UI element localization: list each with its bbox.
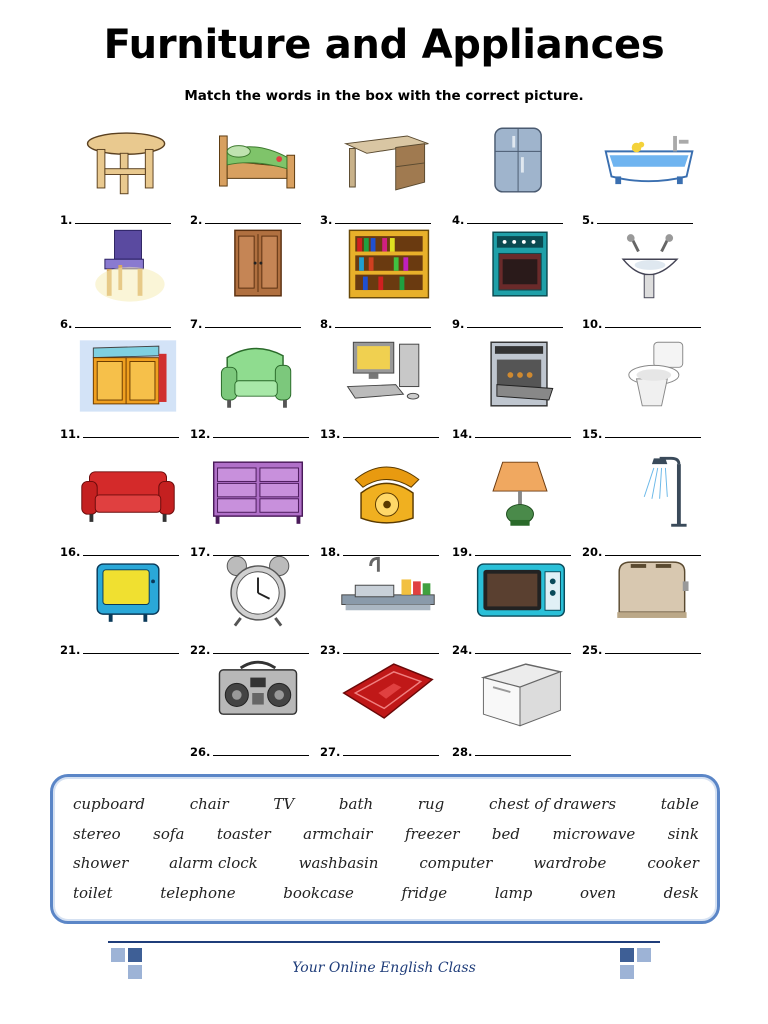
word-option: microwave [552,825,636,843]
sofa-icon [76,454,180,532]
word-option: lamp [494,884,533,902]
word-option: telephone [160,884,236,902]
word-option: oven [579,884,617,902]
word-option: wardrobe [533,854,607,872]
answer-label [452,317,563,331]
word-row [73,884,699,902]
item-number: 23. [320,643,341,657]
item-number: 17. [190,545,211,559]
answer-blank[interactable] [343,644,439,654]
item-number: 24. [452,643,473,657]
freezer-icon [468,654,572,732]
word-option: alarm clock [169,854,258,872]
answer-label [582,643,701,657]
wardrobe-icon [206,226,310,304]
chair-icon [76,226,180,304]
answer-label [190,427,309,441]
answer-blank[interactable] [343,428,439,438]
answer-label [452,745,571,759]
cooker-icon [468,226,572,304]
answer-blank[interactable] [467,214,563,224]
answer-label [582,213,693,227]
item-number: 28. [452,745,473,759]
item-number: 6. [60,317,73,331]
item-number: 5. [582,213,595,227]
answer-blank[interactable] [343,746,439,756]
item-number: 20. [582,545,603,559]
word-row [73,795,699,813]
sink-icon [336,552,440,630]
word-option: stereo [73,825,121,843]
word-option: sofa [153,825,185,843]
desk-icon [336,122,440,200]
picture-item [60,454,188,559]
word-option: armchair [303,825,373,843]
instructions: Match the words in the box with the correct picture. [184,88,584,104]
answer-label [320,213,431,227]
item-number: 18. [320,545,341,559]
answer-blank[interactable] [467,318,563,328]
item-number: 1. [60,213,73,227]
picture-item [582,336,710,441]
word-option: toilet [73,884,113,902]
answer-blank[interactable] [75,318,171,328]
picture-item [60,336,188,441]
answer-label [60,427,179,441]
footer-text: Your Online English Class [292,960,476,976]
word-option: desk [663,884,699,902]
item-number: 4. [452,213,465,227]
word-option: rug [417,795,445,813]
picture-item [190,654,318,759]
picture-item [452,454,580,559]
item-number: 27. [320,745,341,759]
shower-icon [598,454,702,532]
picture-item [320,122,448,227]
answer-blank[interactable] [213,746,309,756]
footer-squares-left-icon [111,948,151,982]
cupboard-icon [76,336,180,414]
picture-item [190,122,318,227]
chest-of-drawers-icon [206,454,310,532]
word-option: bed [491,825,520,843]
item-number: 8. [320,317,333,331]
page-title: Furniture and Appliances [103,22,665,68]
item-number: 22. [190,643,211,657]
item-number: 3. [320,213,333,227]
picture-item [320,654,448,759]
word-option: TV [273,795,295,813]
word-option: computer [419,854,493,872]
footer-divider [108,941,660,943]
answer-label [190,745,309,759]
item-number: 15. [582,427,603,441]
computer-icon [336,336,440,414]
word-option: chest of drawers [488,795,617,813]
footer-squares-right-icon [620,948,660,982]
word-option: washbasin [298,854,379,872]
word-option: fridge [401,884,448,902]
toilet-icon [598,336,702,414]
word-box [50,774,720,924]
answer-blank[interactable] [605,644,701,654]
answer-blank[interactable] [213,644,309,654]
answer-blank[interactable] [475,644,571,654]
item-number: 13. [320,427,341,441]
picture-item [320,226,448,331]
bookcase-icon [336,226,440,304]
table-icon [76,122,180,200]
answer-blank[interactable] [597,214,693,224]
tv-icon [76,552,180,630]
oven-icon [468,336,572,414]
item-number: 19. [452,545,473,559]
answer-label [190,317,301,331]
item-number: 7. [190,317,203,331]
picture-item [320,454,448,559]
word-row [73,854,699,872]
answer-blank[interactable] [475,428,571,438]
item-number: 12. [190,427,211,441]
armchair-icon [206,336,310,414]
item-number: 26. [190,745,211,759]
answer-label [452,213,563,227]
word-row [73,825,699,843]
answer-label [190,213,301,227]
picture-item [452,654,580,759]
microwave-icon [468,552,572,630]
answer-blank[interactable] [335,214,431,224]
answer-blank[interactable] [75,214,171,224]
word-option: table [660,795,699,813]
picture-item [190,454,318,559]
lamp-icon [468,454,572,532]
answer-label [582,427,701,441]
item-number: 10. [582,317,603,331]
answer-blank[interactable] [213,428,309,438]
rug-icon [336,654,440,732]
item-number: 14. [452,427,473,441]
answer-blank[interactable] [83,428,179,438]
word-option: freezer [404,825,460,843]
answer-blank[interactable] [605,318,701,328]
picture-item [582,122,710,227]
answer-label [60,643,179,657]
word-option: cooker [647,854,699,872]
item-number: 11. [60,427,81,441]
washbasin-icon [598,226,702,304]
picture-item [582,226,710,331]
word-option: bath [338,795,374,813]
answer-blank[interactable] [605,428,701,438]
toaster-icon [598,552,702,630]
word-option: shower [73,854,129,872]
item-number: 25. [582,643,603,657]
answer-label [60,213,171,227]
word-option: chair [189,795,229,813]
item-number: 21. [60,643,81,657]
answer-blank[interactable] [475,746,571,756]
picture-item [452,336,580,441]
answer-label [582,317,701,331]
picture-item [452,122,580,227]
answer-blank[interactable] [335,318,431,328]
answer-label [320,317,431,331]
answer-label [320,427,439,441]
answer-label [60,317,171,331]
word-option: cupboard [73,795,146,813]
word-option: toaster [216,825,271,843]
alarm-clock-icon [206,552,310,630]
fridge-icon [468,122,572,200]
item-number: 9. [452,317,465,331]
item-number: 16. [60,545,81,559]
bath-icon [598,122,702,200]
bed-icon [206,122,310,200]
answer-blank[interactable] [205,318,301,328]
picture-item [452,226,580,331]
stereo-icon [206,654,310,732]
picture-item [190,336,318,441]
picture-item [582,454,710,559]
picture-item [320,336,448,441]
answer-label [320,745,439,759]
item-number: 2. [190,213,203,227]
picture-item [60,226,188,331]
telephone-icon [336,454,440,532]
answer-blank[interactable] [83,644,179,654]
word-option: sink [667,825,699,843]
answer-blank[interactable] [205,214,301,224]
picture-item [60,122,188,227]
word-option: bookcase [283,884,354,902]
picture-item [190,226,318,331]
answer-label [452,427,571,441]
